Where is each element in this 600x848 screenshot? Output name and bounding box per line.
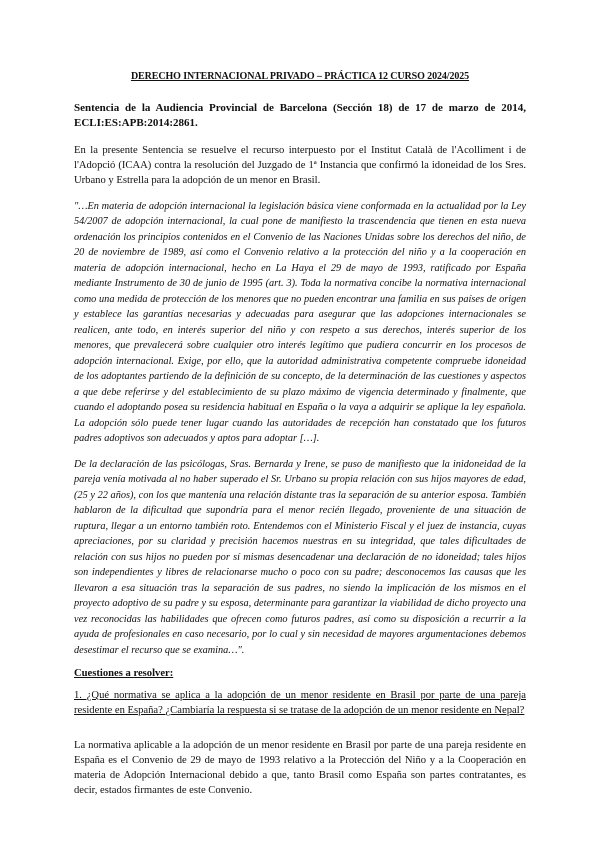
document-title: DERECHO INTERNACIONAL PRIVADO – PRÁCTICA 12 CURSO 2024/2025 bbox=[130, 71, 470, 82]
answer-1: La normativa aplicable a la adopción de un menor residente en Brasil por parte de una pareja residente en España es el Convenio de 29 de mayo de 1993 relativo a la Protección del Niño y a la Cooperación en materia de Adopción Internacional debido a que, tanto Brasil como España son partes contratantes, es decir, estados firmantes de este Convenio. bbox=[74, 739, 526, 797]
intro-paragraph: En la presente Sentencia se resuelve el recurso interpuesto por el Institut Català de l'Acolliment i de l'Adopció (ICAA) contra la resolución del Juzgado de 1ª Instancia que confirmó la idoneidad de los Sres. Urbano y Estrella para la adopción de un menor en Brasil. bbox=[74, 145, 526, 187]
case-heading: Sentencia de la Audiencia Provincial de Barcelona (Sección 18) de 17 de marzo de 2014, ECLI:ES:APB:2014:2861. bbox=[74, 102, 526, 129]
quote-paragraph-1: "…En materia de adopción internacional la legislación básica viene conformada en la actualidad por la Ley 54/2007 de adopción internacional, la cual pone de manifiesto la trascendencia que tienen en esta nueva ordenación los principios contenidos en el Convenio de las Naciones Unidas sobre los derechos del niño, de 20 de noviembre de 1989, así como el Convenio relativo a la protección del niño y a la cooperación en materia de adopción internacional, hecho en La Haya el 29 de mayo de 1993, ratificado por España mediante Instrumento de 30 de junio de 1995 (art. 3). Toda la normativa concibe la normativa internacional como una medida de protección de los menores que no pueden encontrar una familia en sus países de origen y establece las garantías necesarias y adecuadas para asegurar que las adopciones internacionales se realicen, ante todo, en interés superior del niño y con respeto a sus derechos, interés superior de los menores, que prevalecerá sobre cualquier otro interés legítimo que pudiera concurrir en los procesos de adopción internacional. Exige, por ello, que la autoridad administrativa competente compruebe idoneidad de los adoptantes partiendo de la definición de su concepto, de la determinación de las cuestiones y aspectos a que debe referirse y del establecimiento de su plazo máximo de vigencia determinado y finalmente, que cuando el adoptando posea su residencia habitual en España o la vaya a adquirir se aplique la ley española. La adopción sólo puede tener lugar cuando las autoridades de recepción han constatado que los futuros padres adoptivos son adecuados y aptos para adoptar […]. bbox=[74, 200, 526, 445]
quote-paragraph-2: De la declaración de las psicólogas, Sras. Bernarda y Irene, se puso de manifiesto que la inidoneidad de la pareja venía motivada al no haber superado el Sr. Urbano su propia relación con sus hijos mayores de edad, (25 y 22 años), con los que mantenía una relación distante tras la separación de su anterior esposa. También hablaron de la dificultad que supondría para el menor recién llegado, proveniente de una situación de ruptura, llegar a un entorno también roto. Entendemos con el Ministerio Fiscal y el juez de instancia, cuyas apreciaciones, por su claridad y precisión hacemos nuestras en su integridad, que tales dificultades de relación con sus hijos no pueden por sí mismas desencadenar una declaración de no idoneidad; tales hijos son independientes y libres de relacionarse mucho o poco con su padre; desconocemos las causas que les llevaron a esa situación tras la separación de sus padres, no siendo la implicación de los mismos en el proyecto adoptivo de su padre y su esposa, determinante para garantizar la viabilidad de dicho proyecto una vez reconocidas las habilidades que ofrecen como futuros padres, así como su disposición a recurrir a la ayuda de profesionales en caso necesario, por lo cual y sin necesidad de mayores argumentaciones debemos desestimar el recurso que se examina…". bbox=[74, 458, 526, 656]
document-body bbox=[74, 71, 526, 808]
questions-heading: Cuestiones a resolver: bbox=[74, 668, 174, 680]
question-1: 1. ¿Qué normativa se aplica a la adopción de un menor residente en Brasil por parte de una pareja residente en España? ¿Cambiaría la respuesta si se tratase de la adopción de un menor residente en Nepal? bbox=[74, 690, 526, 717]
